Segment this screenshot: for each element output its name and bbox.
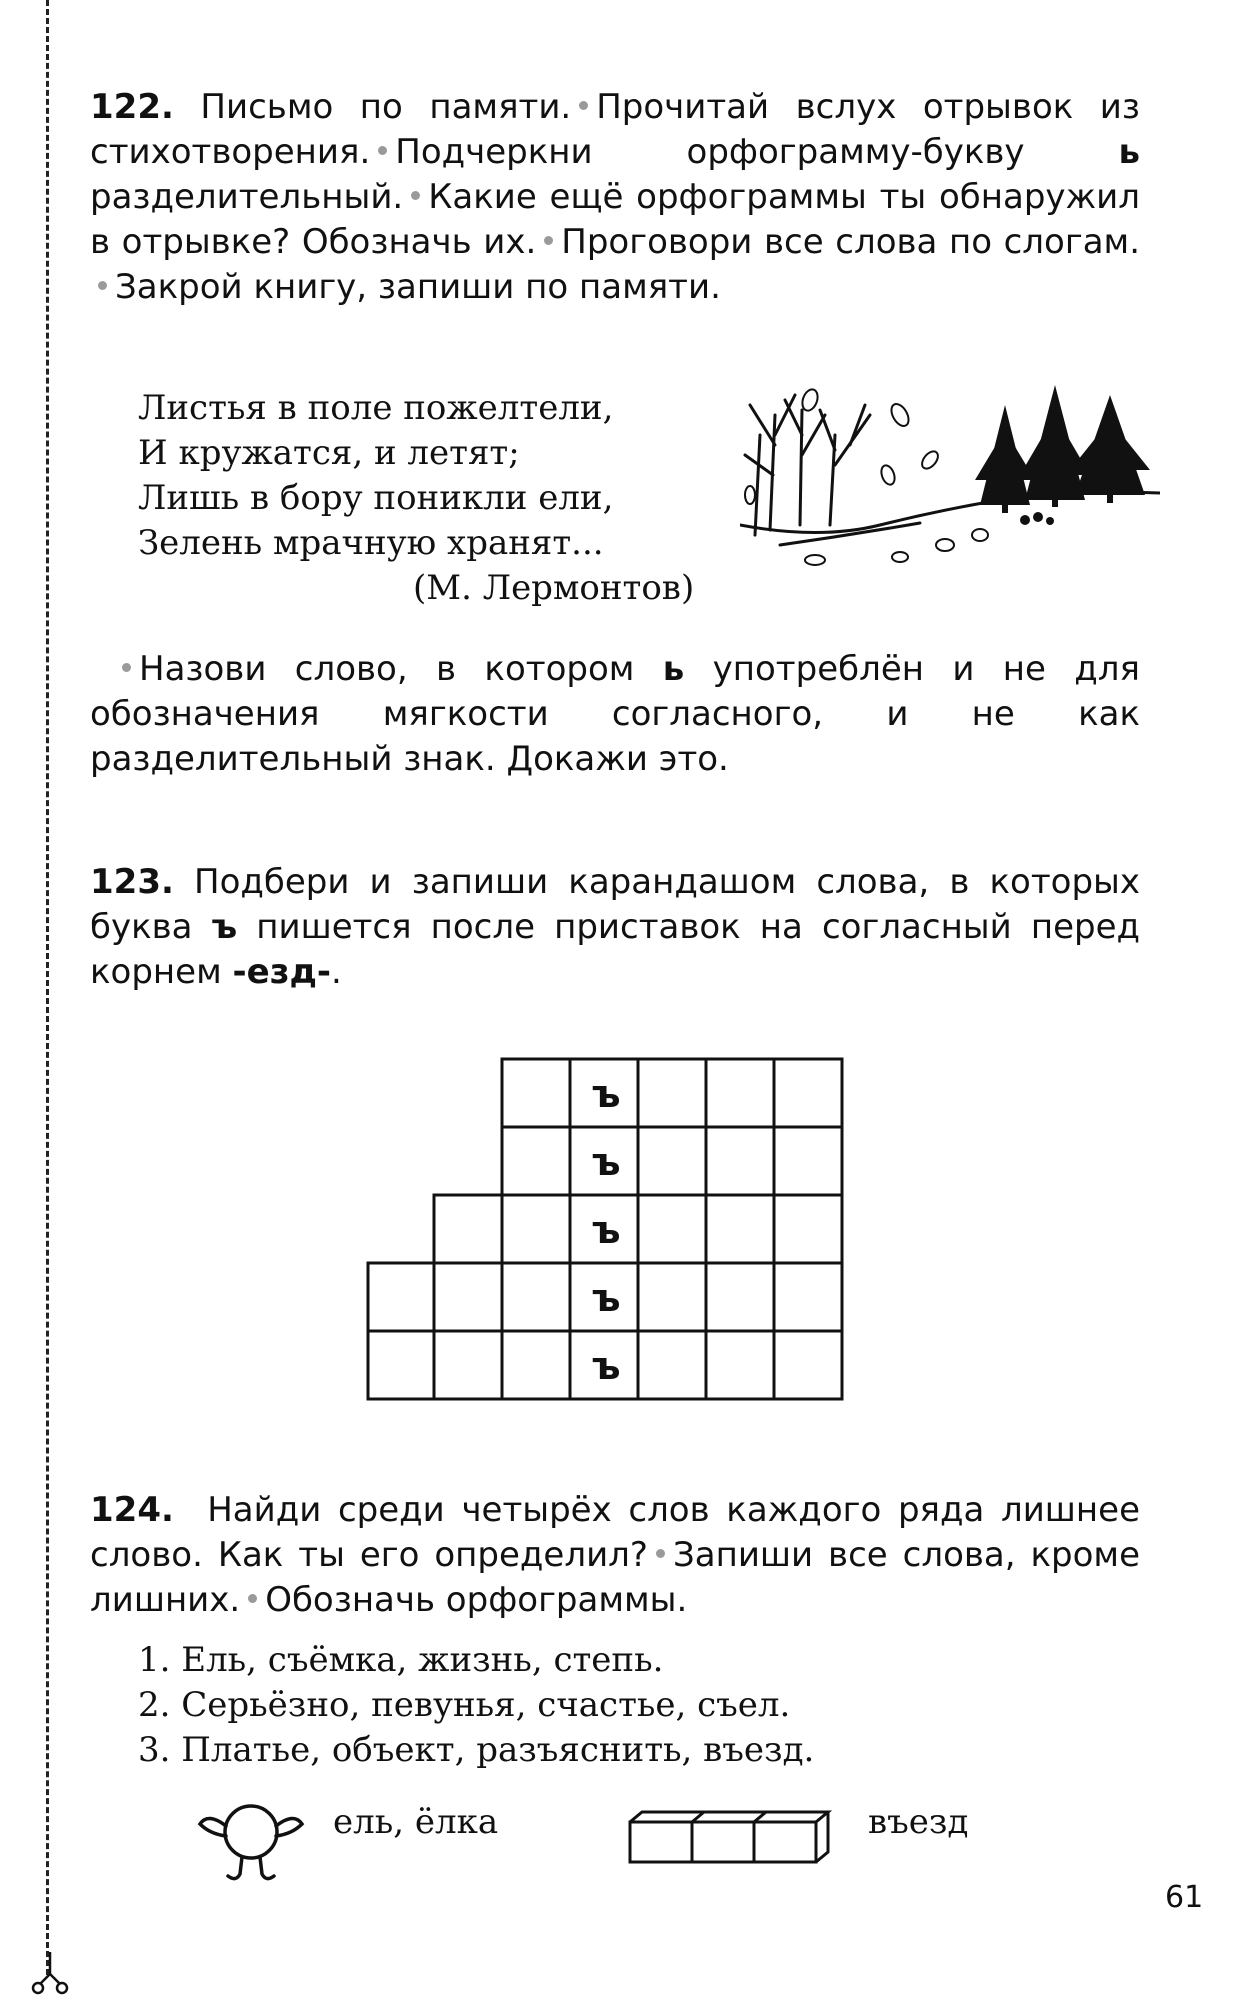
exercise-number: 122.: [90, 87, 174, 127]
exercise-number: 124.: [90, 1490, 174, 1530]
task-text: Проговори все слова по слогам.: [561, 222, 1140, 262]
hard-sign-letter: ъ: [211, 907, 238, 947]
grid-letter: ъ: [592, 1344, 621, 1388]
poem-line: Лишь в бору поникли ели,: [138, 478, 614, 518]
bullet-icon: [411, 191, 420, 200]
list-item: 3. Платье, объект, разъяснить, въезд.: [138, 1730, 815, 1770]
exercise-123: [90, 860, 1140, 995]
bullet-icon: [579, 101, 588, 110]
grid-letter: ъ: [592, 1072, 621, 1116]
hint-word: ель, ёлка: [333, 1802, 499, 1842]
bullet-icon: [544, 236, 553, 245]
bullet-icon: [248, 1594, 257, 1603]
question-text: употреблён и не для обозначения мягкости согласного, и не как разделительный знак. Докажи это.: [90, 649, 1140, 779]
cut-line: [46, 0, 49, 1975]
grid-letter: ъ: [592, 1208, 621, 1252]
root-morpheme: -езд-: [232, 952, 332, 992]
page-number: 61: [1165, 1880, 1204, 1915]
poem: [138, 386, 738, 611]
poem-line: Листья в поле пожелтели,: [138, 388, 614, 428]
task-text: разделительный.: [90, 177, 404, 217]
exercise-122: [90, 85, 1140, 310]
task-text: Обозначь орфограммы.: [265, 1580, 688, 1620]
poem-line: Зелень мрачную хранят...: [138, 523, 604, 563]
task-text: Запиши все слова, кроме лишних.: [90, 1535, 1140, 1620]
task-text: .: [331, 952, 342, 992]
grid-letter: ъ: [592, 1276, 621, 1320]
bullet-icon: [98, 281, 107, 290]
bullet-icon: [656, 1549, 665, 1558]
exercise-number: 123.: [90, 862, 174, 902]
poem-author: (М. Лермонтов): [413, 568, 695, 608]
task-text: Подбери и запиши карандашом слова, в которых буква: [90, 862, 1140, 947]
soft-sign-letter: ь: [1118, 132, 1140, 172]
question-text: Назови слово, в котором: [139, 649, 635, 689]
soft-sign-letter: ь: [662, 649, 685, 689]
bullet-icon: [378, 146, 387, 155]
vocabulary-creature-icon: [196, 1790, 306, 1890]
task-text: пишется после приставок на согласный перед корнем: [90, 907, 1140, 992]
three-blocks-icon: [628, 1808, 838, 1868]
task-text: Письмо по памяти.: [200, 87, 572, 127]
list-item: 2. Серьёзно, певунья, счастье, съел.: [138, 1685, 791, 1725]
task-text: Подчеркни орфограмму-букву: [395, 132, 1025, 172]
word-grid: [366, 1057, 856, 1407]
bullet-icon: [122, 663, 131, 672]
list-item: 1. Ель, съёмка, жизнь, степь.: [138, 1640, 664, 1680]
task-text: Прочитай вслух отрывок из стихотворения.: [90, 87, 1140, 172]
hint-word: въезд: [868, 1802, 969, 1842]
scissors-icon: [30, 1952, 70, 1996]
word-rows: [138, 1638, 814, 1773]
grid-letter: ъ: [592, 1140, 621, 1184]
question-soft-sign: [90, 647, 1140, 782]
poem-line: И кружатся, и летят;: [138, 433, 520, 473]
exercise-124: [90, 1488, 1140, 1623]
task-text: Какие ещё орфограммы ты обнаружил в отрывке? Обозначь их.: [90, 177, 1140, 262]
task-text: Найди среди четырёх слов каждого ряда лишнее слово. Как ты его определил?: [90, 1490, 1140, 1575]
task-text: Закрой книгу, запиши по памяти.: [115, 267, 721, 307]
autumn-forest-illustration: [740, 375, 1160, 575]
